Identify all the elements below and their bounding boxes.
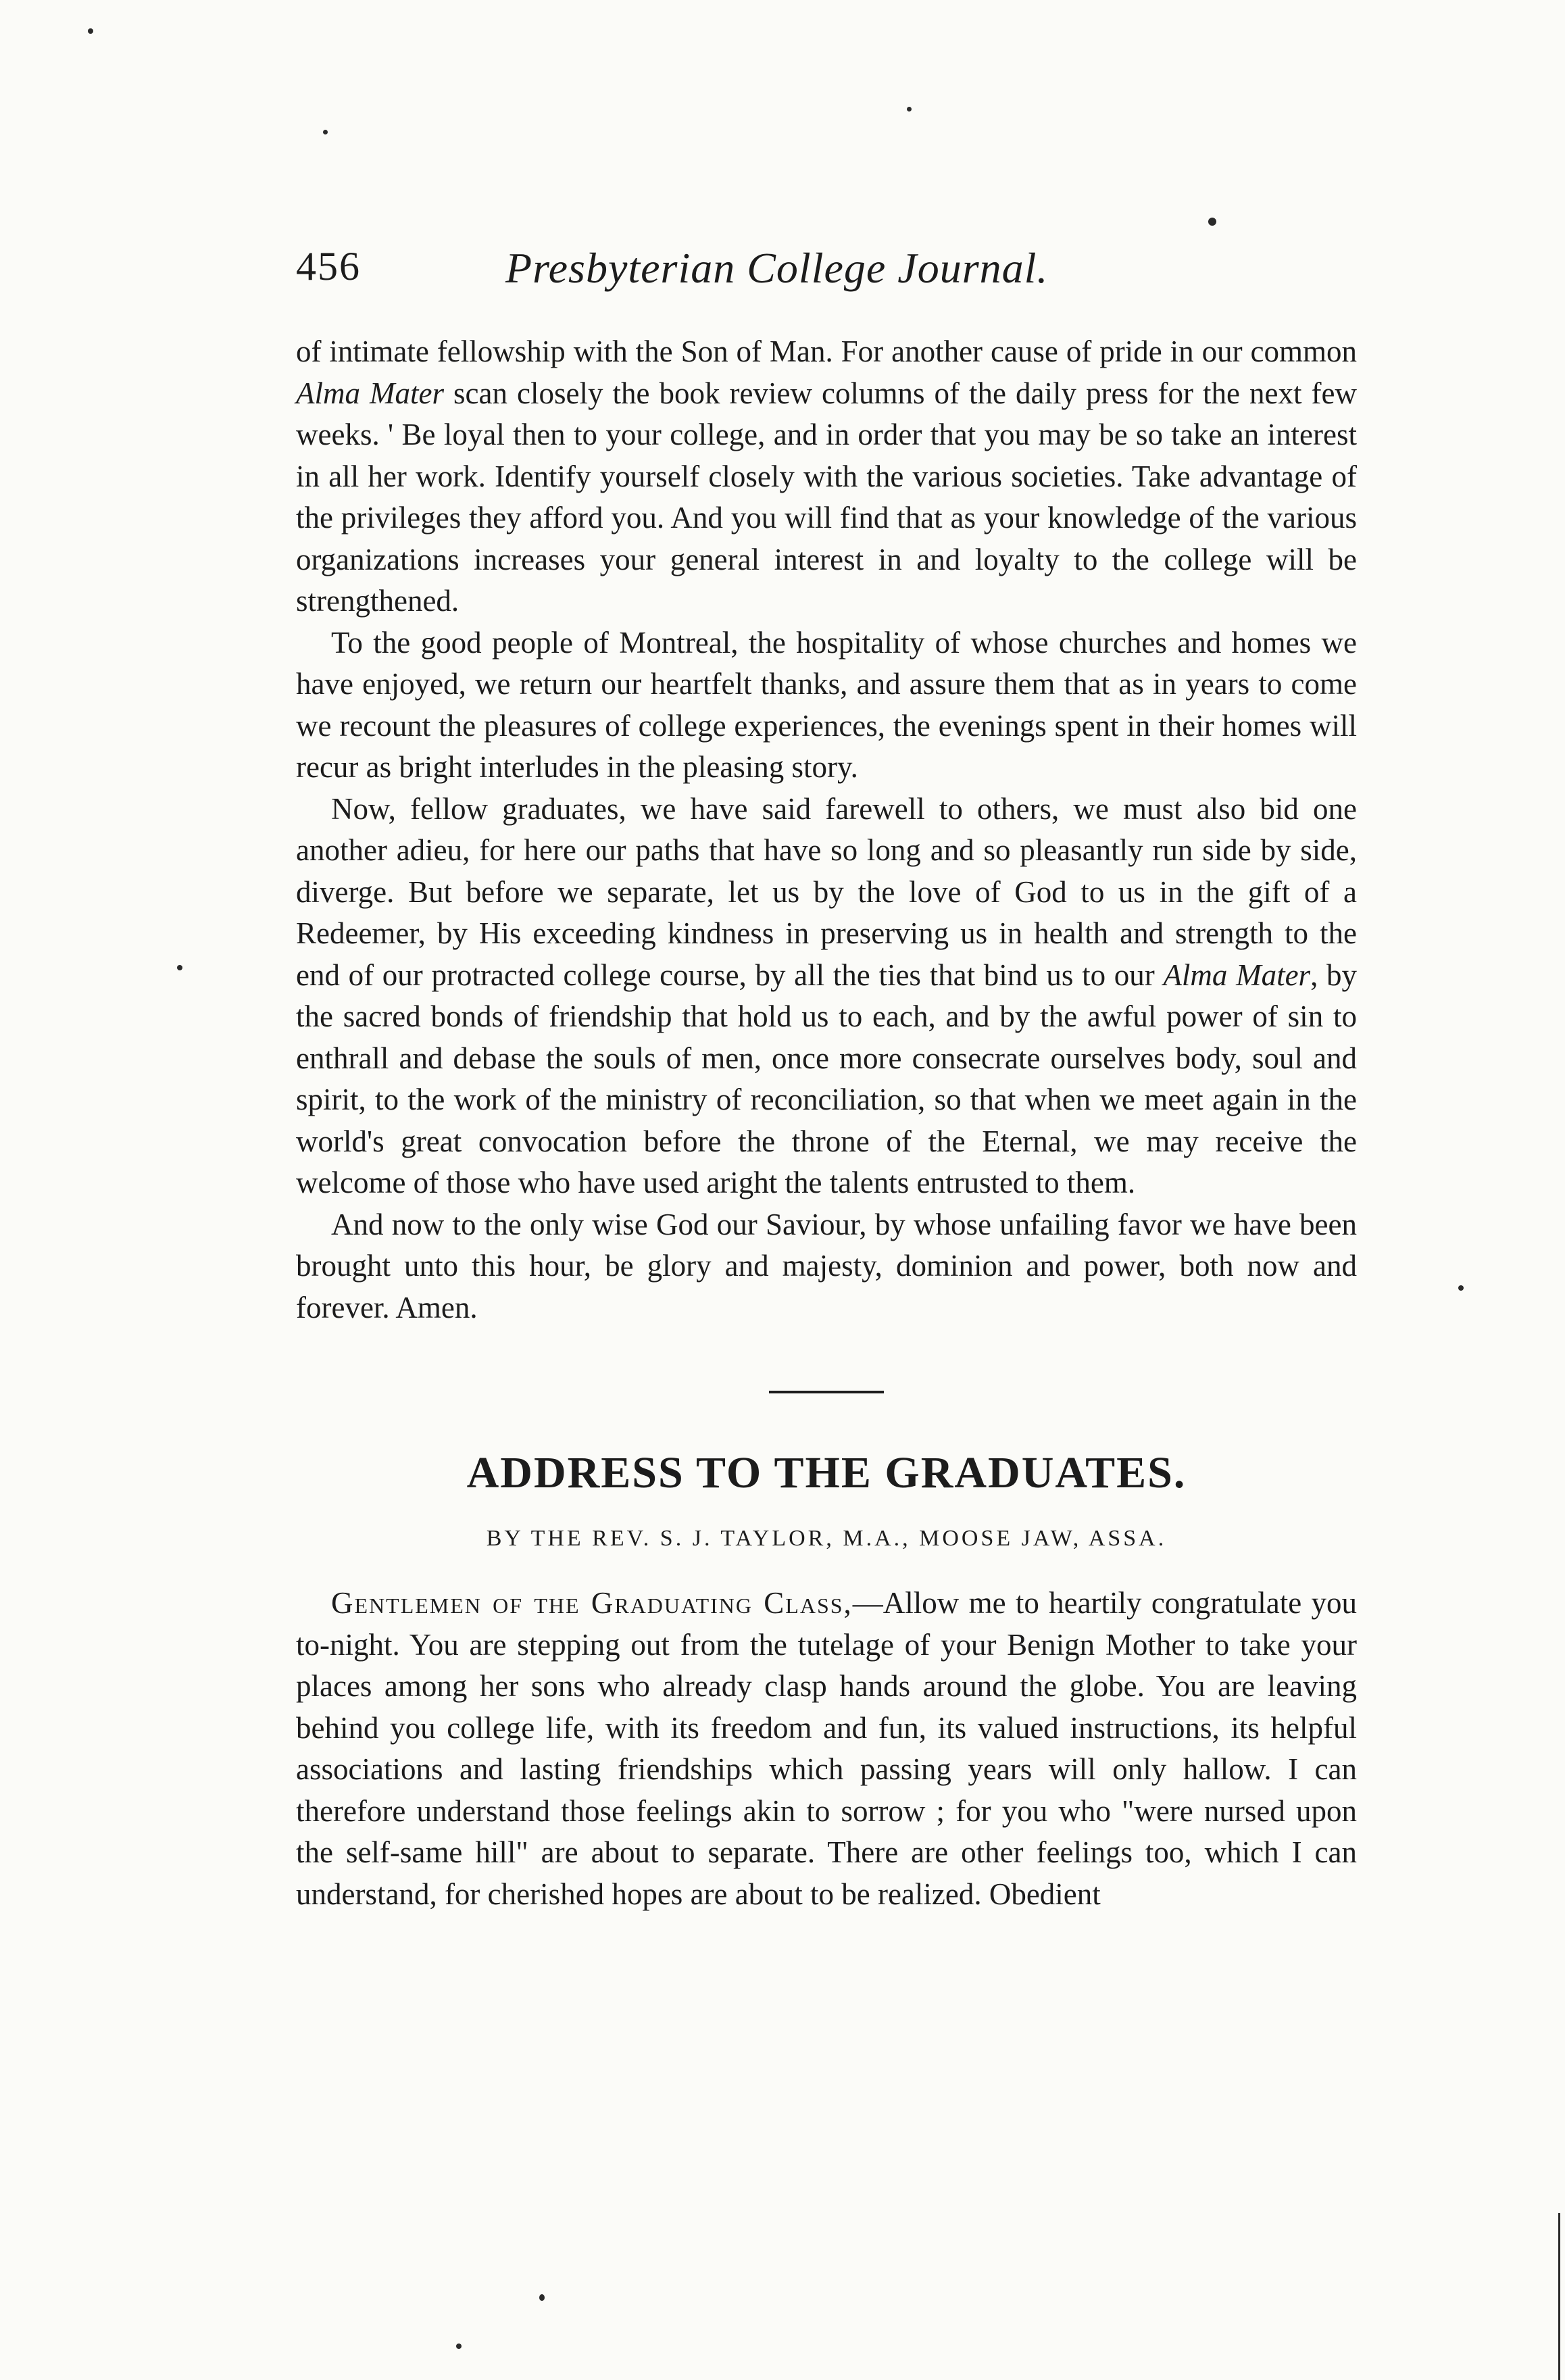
page-header	[296, 243, 1364, 297]
scan-speck	[323, 130, 328, 134]
alma-mater-italic: Alma Mater	[1163, 958, 1311, 992]
section-divider	[769, 1391, 884, 1393]
section-title: ADDRESS TO THE GRADUATES.	[466, 1448, 1187, 1497]
running-title: Presbyterian College Journal.	[505, 244, 1049, 292]
author-byline: BY THE REV. S. J. TAYLOR, M.A., MOOSE JAW, ASSA.	[486, 1526, 1167, 1551]
paragraph-farewell: Now, fellow graduates, we have said farewell to others, we must also bid one another adieu, for here our paths that have so long and so pleasantly run side by side, diverge. But before we separate, let us by the love of God to us in the gift of a Redeemer, by His exceeding kindness in preserving us in health and strength to the end of our protracted college course, by all the ties that bind us to our Alma Mater, by the sacred bonds of friendship that hold us to each, and by the awful power of sin to enthrall and debase the souls of men, once more consecrate ourselves body, soul and spirit, to the work of the ministry of reconciliation, so that when we meet again in the world's great convocation before the throne of the Eternal, we may receive the welcome of those who have used aright the talents entrusted to them.	[296, 791, 1357, 1199]
paragraph-fellowship: of intimate fellowship with the Son of Man. For another cause of pride in our common Alma Mater scan closely the book review columns of the daily press for the next few weeks. ' Be loyal then to your college, and in order that you may be so take an interest in all her work. Identify yourself closely with the various societies. Take advantage of the privileges they afford you. And you will find that as your knowledge of the various organizations increases your general interest in and loyalty to the college will be strengthened.	[296, 334, 1357, 618]
scan-speck	[177, 965, 182, 970]
page-number: 456	[296, 244, 361, 289]
scan-speck	[88, 28, 93, 34]
paragraph-benediction: And now to the only wise God our Saviour, by whose unfailing favor we have been brought unto this hour, be glory and majesty, dominion and power, both now and forever. Amen.	[296, 1207, 1357, 1324]
salutation: Gentlemen of the Graduating Class,	[331, 1586, 853, 1620]
scan-speck	[1458, 1285, 1464, 1291]
scan-speck	[456, 2344, 462, 2349]
page-body	[296, 331, 1357, 1915]
scan-edge-mark	[1558, 2213, 1560, 2380]
alma-mater-italic: Alma Mater	[296, 376, 444, 410]
paragraph-address-opening: Gentlemen of the Graduating Class,—Allow me to heartily congratulate you to-night. You are stepping out from the tutelage of your Benign Mother to take your places among her sons who already clasp hands around the globe. You are leaving behind you college life, with its freedom and fun, its valued instructions, its helpful associations and lasting friendships which passing years will only hallow. I can therefore understand those feelings akin to sorrow ; for you who "were nursed upon the self-same hill" are about to separate. There are other feelings too, which I can understand, for cherished hopes are about to be realized. Obedient	[296, 1586, 1357, 1911]
scan-speck	[907, 107, 912, 111]
paragraph-montreal-thanks: To the good people of Montreal, the hospitality of whose churches and homes we have enjoyed, we return our heartfelt thanks, and assure them that as in years to come we recount the pleasures of college experiences, the evenings spent in their homes will recur as bright interludes in the pleasing story.	[296, 625, 1357, 784]
scan-speck	[1208, 218, 1216, 226]
scan-speck	[539, 2294, 545, 2301]
